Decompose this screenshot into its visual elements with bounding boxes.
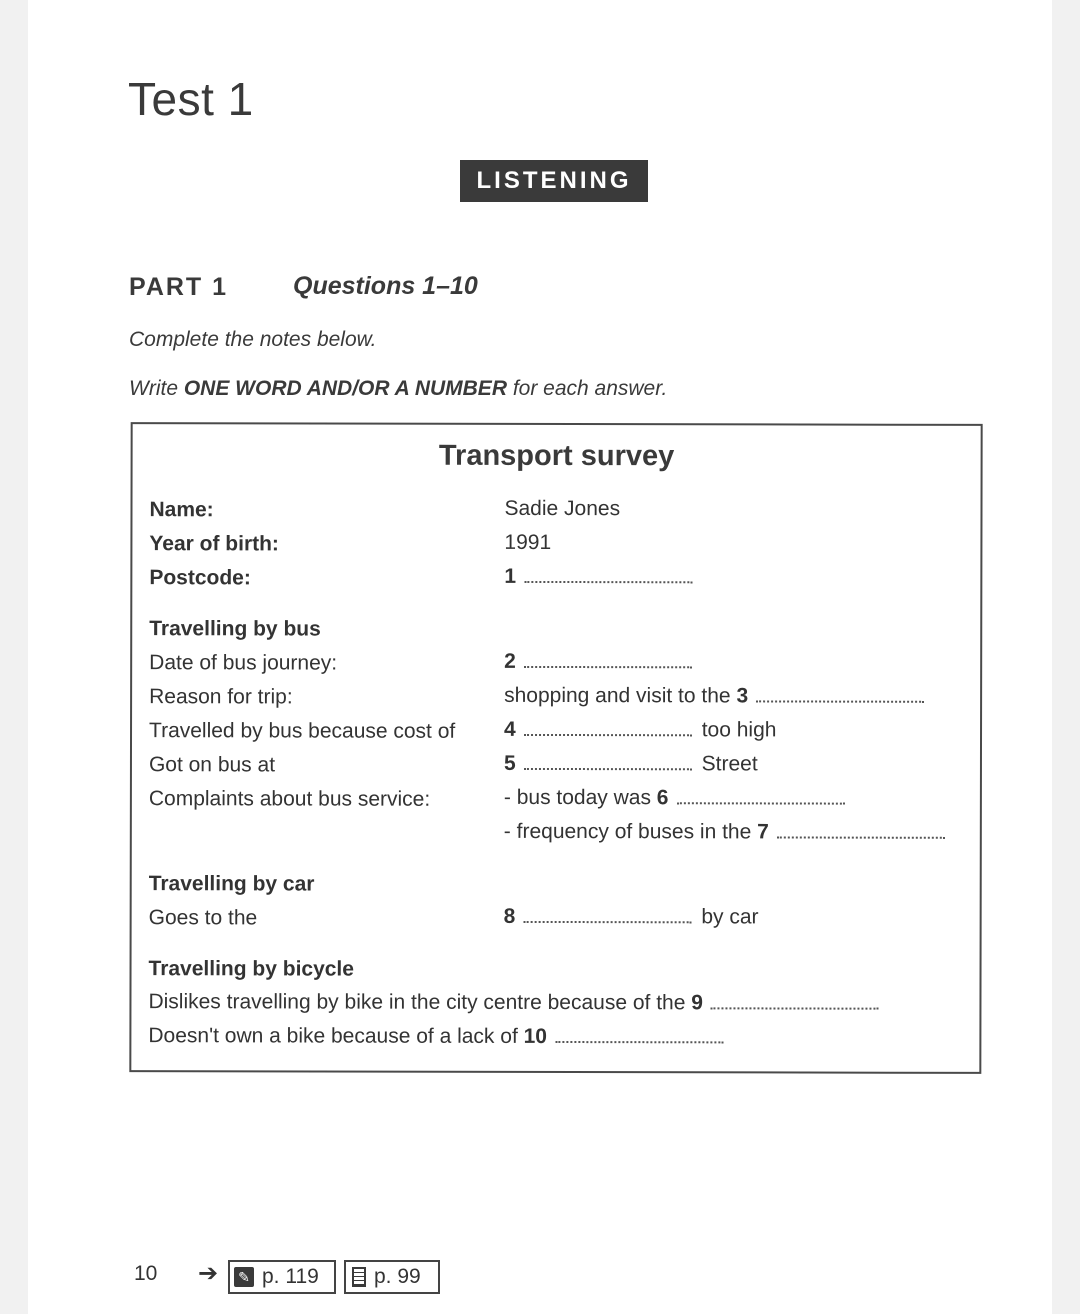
survey-box [129,422,982,1074]
birth-label: Year of birth: [149,532,279,556]
bike-line-1: Dislikes travelling by bike in the city centre because of the [148,990,686,1015]
answer-blank-5[interactable] [524,767,692,770]
answer-blank-2[interactable] [524,665,692,668]
question-number-2: 2 [504,649,516,673]
bus-date-label: Date of bus journey: [149,651,338,675]
instruction-bold: ONE WORD AND/OR A NUMBER [183,377,507,400]
pencil-icon: ✎ [234,1267,254,1287]
answer-blank-6[interactable] [676,801,844,804]
question-number-10: 10 [523,1024,548,1048]
answer-2 [504,650,696,674]
bus-heading: Travelling by bus [149,617,321,641]
complaints-label: Complaints about bus service: [148,787,431,811]
question-number-6: 6 [656,786,669,810]
answer-blank-3[interactable] [756,699,924,702]
cost-label: Travelled by bus because cost of [149,719,456,743]
instruction-write [129,377,667,401]
name-value: Sadie Jones [504,496,621,521]
part-label: PART 1 [129,273,229,301]
section-badge: LISTENING [460,160,648,202]
car-label: Goes to the [148,906,258,930]
answer-blank-8[interactable] [523,920,691,923]
bike-heading: Travelling by bicycle [148,957,354,981]
page [28,0,1052,1314]
transcript-page: p. 99 [374,1265,421,1288]
questions-label: Questions 1–10 [293,272,478,300]
answer-blank-1[interactable] [524,580,692,583]
question-number-3: 3 [736,684,749,708]
car-after: by car [701,905,759,929]
answer-blank-10[interactable] [555,1040,723,1043]
answer-5 [504,752,758,777]
question-number-4: 4 [504,717,516,741]
answer-7 [504,820,949,845]
answer-blank-7[interactable] [777,835,945,838]
question-number-5: 5 [503,751,516,775]
survey-title: Transport survey [438,439,675,473]
complaint-1-text: - bus today was [503,785,651,810]
answer-8 [504,905,759,930]
answer-9 [148,990,883,1016]
answer-1 [504,565,696,589]
answer-6 [504,786,849,811]
answer-3 [504,684,928,709]
page-number: 10 [134,1262,158,1285]
reason-text: shopping and visit to the [504,683,731,708]
answer-blank-9[interactable] [711,1006,879,1009]
birth-value: 1991 [504,530,552,554]
answer-key-reference[interactable] [228,1260,336,1294]
document-icon [352,1267,366,1287]
reason-label: Reason for trip: [149,685,293,709]
complaint-2-text: - frequency of buses in the [503,819,752,844]
cost-after: too high [701,718,777,742]
answer-blank-4[interactable] [524,733,692,736]
answer-key-page: p. 119 [262,1265,319,1288]
question-number-8: 8 [503,904,516,928]
goton-label: Got on bus at [148,753,276,777]
instruction-complete: Complete the notes below. [129,328,377,351]
name-label: Name: [149,498,214,522]
instruction-prefix: Write [129,377,184,400]
test-title: Test 1 [128,73,254,125]
question-number-1: 1 [504,564,517,588]
question-number-7: 7 [757,820,769,844]
answer-4 [504,718,776,743]
car-heading: Travelling by car [148,872,315,896]
goton-after: Street [701,752,758,776]
question-number-9: 9 [691,991,703,1015]
transcript-reference[interactable] [344,1260,440,1294]
bike-line-2: Doesn't own a bike because of a lack of [148,1024,518,1048]
answer-10 [148,1024,727,1049]
postcode-label: Postcode: [149,566,251,590]
instruction-suffix: for each answer. [506,377,668,400]
arrow-right-icon: ➔ [198,1260,219,1287]
